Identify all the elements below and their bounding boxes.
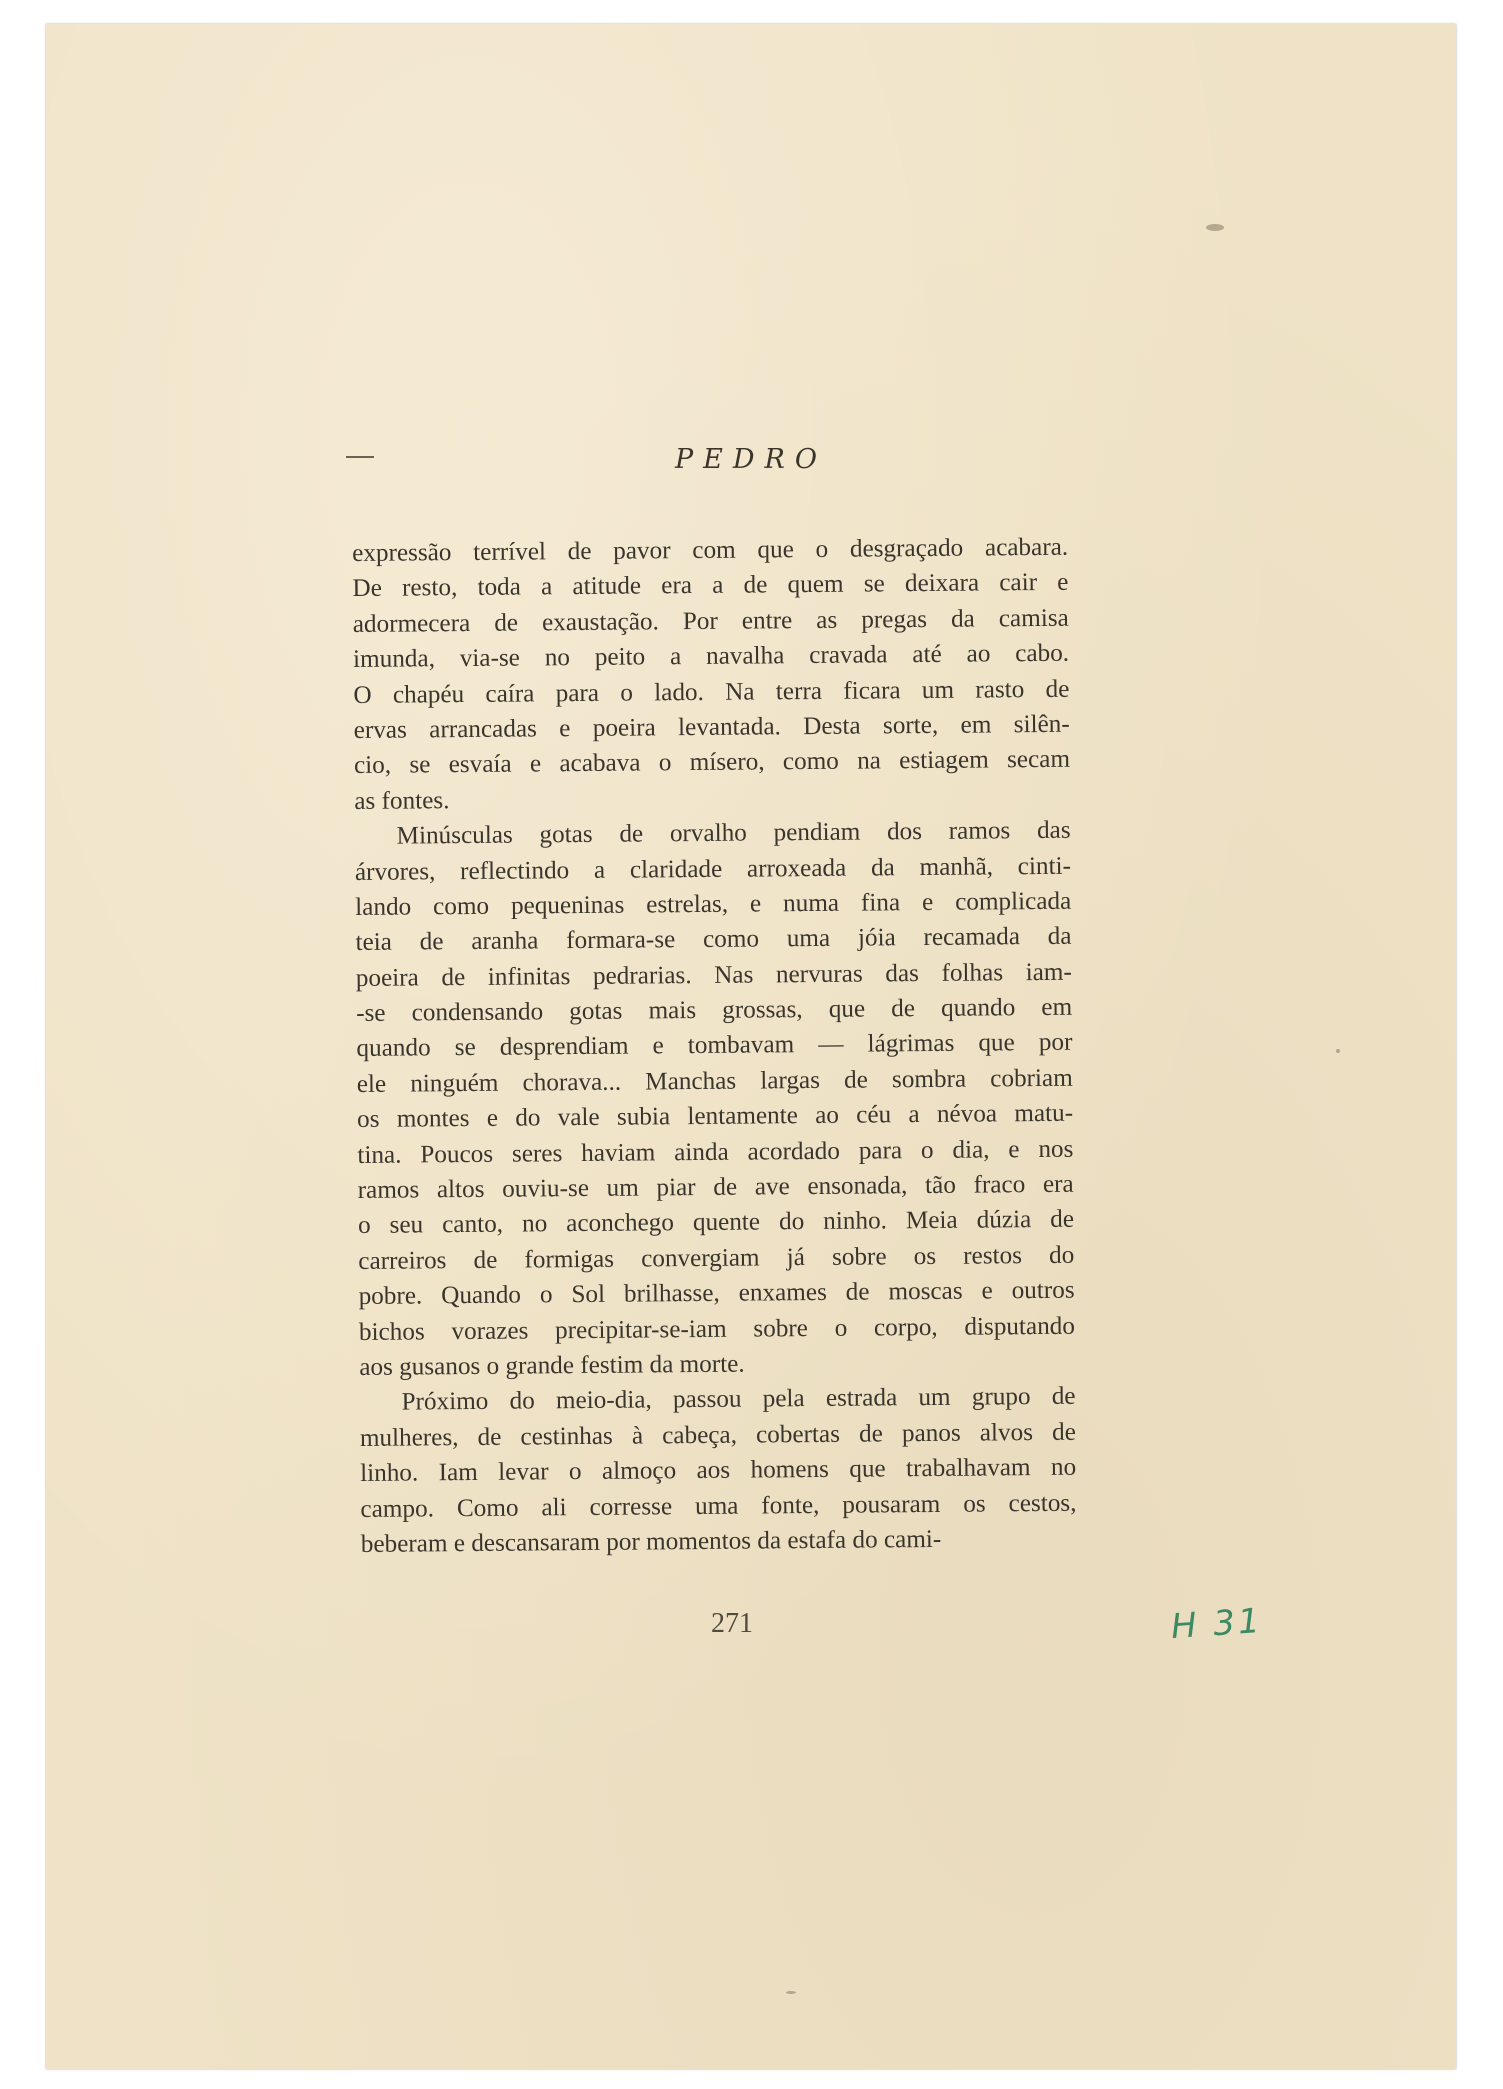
text-line: árvores, reflectindo a claridade arroxeada da manhã, cinti- — [354, 852, 1072, 886]
text-line: -se condensando gotas mais grossas, que de quando em — [356, 993, 1073, 1028]
text-line: ervas arrancadas e poeira levantada. Desta sorte, em silên- — [353, 710, 1070, 744]
paragraph — [352, 530, 1070, 819]
text-line: beberam e descansaram por momentos da estafa do cami- — [360, 1525, 942, 1558]
paper-speck — [786, 1991, 796, 1994]
text-line: adormecera de exaustação. Por entre as pregas da camisa — [352, 604, 1069, 638]
text-line: expressão terrível de pavor com que o desgraçado acabara. — [352, 533, 1069, 567]
paper-speck — [1336, 1049, 1340, 1053]
text-line: pobre. Quando o Sol brilhasse, enxames de moscas e outros — [358, 1276, 1075, 1311]
text-line: quando se desprendiam e tombavam — lágrimas que por — [356, 1029, 1073, 1063]
page-number: 271 — [711, 1608, 753, 1639]
text-line: O chapéu caíra para o lado. Na terra ficara um rasto de — [353, 675, 1070, 709]
text-line: cio, se esvaía e acabava o mísero, como na estiagem secam — [353, 746, 1071, 780]
page-sheet — [46, 24, 1456, 2069]
text-line: lando como pequeninas estrelas, e numa fina e complicada — [355, 887, 1072, 921]
text-line: ele ninguém chorava... Manchas largas de sombra cobriam — [356, 1064, 1073, 1098]
text-line: campo. Como ali corresse uma fonte, pousaram os cestos, — [360, 1489, 1077, 1523]
text-line: os montes e do vale subia lentamente ao céu a névoa matu- — [356, 1099, 1074, 1134]
body-text — [352, 530, 1077, 1563]
paper-blemish — [1206, 224, 1224, 231]
text-line: bichos vorazes precipitar-se-iam sobre o corpo, disputando — [358, 1312, 1076, 1346]
text-line: mulheres, de cestinhas à cabeça, cobertas de panos alvos de — [359, 1418, 1076, 1452]
text-line: o seu canto, no aconchego quente do ninho. Meia dúzia de — [357, 1206, 1075, 1240]
text-line: carreiros de formigas convergiam já sobre os restos do — [358, 1241, 1075, 1275]
text-line: teia de aranha formara-se como uma jóia recamada da — [355, 923, 1072, 957]
text-line: aos gusanos o grande festim da morte. — [359, 1350, 745, 1381]
text-line: tina. Poucos seres haviam ainda acordado para o dia, e nos — [357, 1135, 1074, 1169]
archive-annotation: H 31 — [1169, 1600, 1264, 1648]
paragraph — [359, 1379, 1077, 1562]
text-line: Próximo do meio-dia, passou pela estrada um grupo de — [401, 1383, 1076, 1416]
paragraph — [354, 813, 1075, 1385]
text-line: Minúsculas gotas de orvalho pendiam dos ramos das — [396, 816, 1071, 850]
text-line: De resto, toda a atitude era a de quem se deixara cair e — [352, 569, 1069, 603]
text-line: ramos altos ouviu-se um piar de ave ensonada, tão fraco era — [357, 1170, 1074, 1205]
text-line: linho. Iam levar o almoço aos homens que trabalhavam no — [360, 1453, 1077, 1488]
text-line: poeira de infinitas pedrarias. Nas nervuras das folhas iam- — [355, 958, 1072, 992]
running-head: PEDRO — [675, 444, 827, 475]
text-line: imunda, via-se no peito a navalha cravada até ao cabo. — [352, 639, 1070, 674]
text-line: as fontes. — [354, 786, 450, 815]
